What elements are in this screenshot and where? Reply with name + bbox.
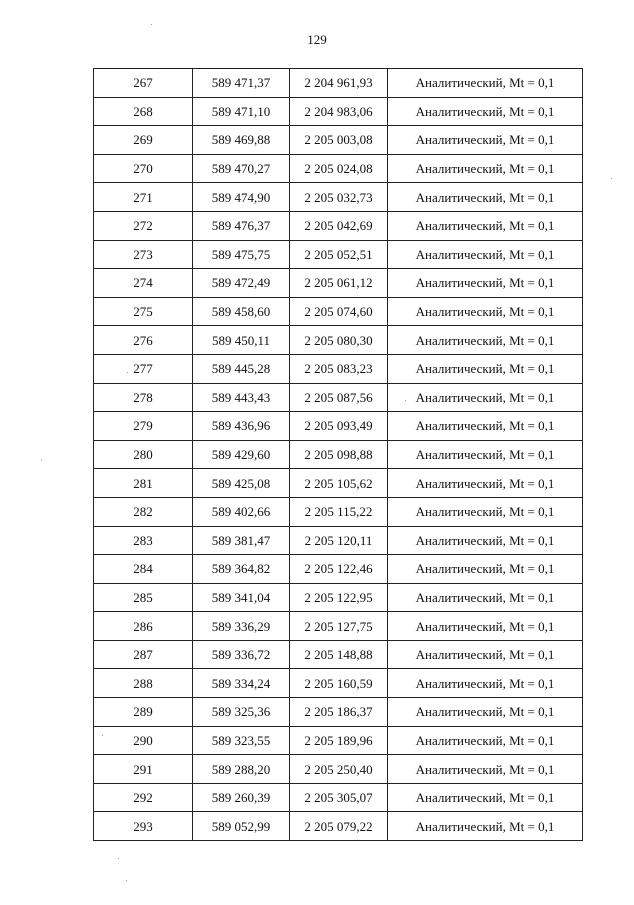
table-row xyxy=(94,783,583,812)
x-coordinate-cell: 589 260,39 xyxy=(193,783,290,812)
coordinates-table-body xyxy=(94,69,583,841)
table-row xyxy=(94,440,583,469)
y-coordinate-cell: 2 205 074,60 xyxy=(290,297,388,326)
point-number-cell: 292 xyxy=(94,783,193,812)
x-coordinate-cell: 589 336,72 xyxy=(193,640,290,669)
y-coordinate-cell: 2 205 042,69 xyxy=(290,211,388,240)
scan-speck xyxy=(611,178,612,179)
x-coordinate-cell: 589 381,47 xyxy=(193,526,290,555)
table-row xyxy=(94,612,583,641)
point-number-cell: 268 xyxy=(94,97,193,126)
table-row xyxy=(94,240,583,269)
y-coordinate-cell: 2 205 087,56 xyxy=(290,383,388,412)
method-cell: Аналитический, Mt = 0,1 xyxy=(388,583,583,612)
point-number-cell: 275 xyxy=(94,297,193,326)
table-row xyxy=(94,211,583,240)
point-number-cell: 270 xyxy=(94,154,193,183)
x-coordinate-cell: 589 436,96 xyxy=(193,412,290,441)
point-number-cell: 289 xyxy=(94,698,193,727)
y-coordinate-cell: 2 205 052,51 xyxy=(290,240,388,269)
table-row xyxy=(94,126,583,155)
y-coordinate-cell: 2 205 250,40 xyxy=(290,755,388,784)
method-cell: Аналитический, Mt = 0,1 xyxy=(388,211,583,240)
point-number-cell: 282 xyxy=(94,497,193,526)
point-number-cell: 272 xyxy=(94,211,193,240)
point-number-cell: 279 xyxy=(94,412,193,441)
method-cell: Аналитический, Mt = 0,1 xyxy=(388,154,583,183)
x-coordinate-cell: 589 474,90 xyxy=(193,183,290,212)
table-row xyxy=(94,154,583,183)
x-coordinate-cell: 589 429,60 xyxy=(193,440,290,469)
x-coordinate-cell: 589 443,43 xyxy=(193,383,290,412)
x-coordinate-cell: 589 425,08 xyxy=(193,469,290,498)
y-coordinate-cell: 2 205 122,95 xyxy=(290,583,388,612)
table-row xyxy=(94,297,583,326)
table-row xyxy=(94,526,583,555)
point-number-cell: 291 xyxy=(94,755,193,784)
point-number-cell: 274 xyxy=(94,269,193,298)
x-coordinate-cell: 589 325,36 xyxy=(193,698,290,727)
y-coordinate-cell: 2 205 083,23 xyxy=(290,354,388,383)
point-number-cell: 288 xyxy=(94,669,193,698)
y-coordinate-cell: 2 205 098,88 xyxy=(290,440,388,469)
table-row xyxy=(94,698,583,727)
method-cell: Аналитический, Mt = 0,1 xyxy=(388,640,583,669)
table-row xyxy=(94,497,583,526)
x-coordinate-cell: 589 476,37 xyxy=(193,211,290,240)
method-cell: Аналитический, Mt = 0,1 xyxy=(388,240,583,269)
table-row xyxy=(94,183,583,212)
y-coordinate-cell: 2 205 189,96 xyxy=(290,726,388,755)
x-coordinate-cell: 589 341,04 xyxy=(193,583,290,612)
table-row xyxy=(94,726,583,755)
scan-speck xyxy=(126,880,127,881)
scan-speck xyxy=(127,372,128,373)
x-coordinate-cell: 589 336,29 xyxy=(193,612,290,641)
y-coordinate-cell: 2 205 080,30 xyxy=(290,326,388,355)
method-cell: Аналитический, Mt = 0,1 xyxy=(388,269,583,298)
table-row xyxy=(94,812,583,841)
x-coordinate-cell: 589 288,20 xyxy=(193,755,290,784)
method-cell: Аналитический, Mt = 0,1 xyxy=(388,69,583,98)
method-cell: Аналитический, Mt = 0,1 xyxy=(388,183,583,212)
point-number-cell: 267 xyxy=(94,69,193,98)
method-cell: Аналитический, Mt = 0,1 xyxy=(388,326,583,355)
method-cell: Аналитический, Mt = 0,1 xyxy=(388,497,583,526)
x-coordinate-cell: 589 472,49 xyxy=(193,269,290,298)
point-number-cell: 280 xyxy=(94,440,193,469)
point-number-cell: 293 xyxy=(94,812,193,841)
y-coordinate-cell: 2 205 032,73 xyxy=(290,183,388,212)
table-row xyxy=(94,755,583,784)
table-row xyxy=(94,269,583,298)
y-coordinate-cell: 2 205 305,07 xyxy=(290,783,388,812)
point-number-cell: 277 xyxy=(94,354,193,383)
y-coordinate-cell: 2 204 961,93 xyxy=(290,69,388,98)
point-number-cell: 281 xyxy=(94,469,193,498)
x-coordinate-cell: 589 445,28 xyxy=(193,354,290,383)
y-coordinate-cell: 2 205 160,59 xyxy=(290,669,388,698)
method-cell: Аналитический, Mt = 0,1 xyxy=(388,97,583,126)
point-number-cell: 286 xyxy=(94,612,193,641)
table-row xyxy=(94,326,583,355)
method-cell: Аналитический, Mt = 0,1 xyxy=(388,812,583,841)
x-coordinate-cell: 589 475,75 xyxy=(193,240,290,269)
y-coordinate-cell: 2 205 186,37 xyxy=(290,698,388,727)
table-row xyxy=(94,69,583,98)
scan-speck xyxy=(41,460,42,461)
method-cell: Аналитический, Mt = 0,1 xyxy=(388,412,583,441)
y-coordinate-cell: 2 205 093,49 xyxy=(290,412,388,441)
method-cell: Аналитический, Mt = 0,1 xyxy=(388,126,583,155)
coordinates-table xyxy=(93,68,583,841)
method-cell: Аналитический, Mt = 0,1 xyxy=(388,526,583,555)
point-number-cell: 276 xyxy=(94,326,193,355)
method-cell: Аналитический, Mt = 0,1 xyxy=(388,555,583,584)
table-row xyxy=(94,97,583,126)
table-row xyxy=(94,412,583,441)
point-number-cell: 285 xyxy=(94,583,193,612)
table-row xyxy=(94,640,583,669)
method-cell: Аналитический, Mt = 0,1 xyxy=(388,783,583,812)
y-coordinate-cell: 2 205 148,88 xyxy=(290,640,388,669)
table-row xyxy=(94,383,583,412)
method-cell: Аналитический, Mt = 0,1 xyxy=(388,698,583,727)
scan-speck xyxy=(405,400,406,401)
x-coordinate-cell: 589 471,37 xyxy=(193,69,290,98)
scan-speck xyxy=(118,858,119,859)
point-number-cell: 287 xyxy=(94,640,193,669)
y-coordinate-cell: 2 205 122,46 xyxy=(290,555,388,584)
point-number-cell: 278 xyxy=(94,383,193,412)
x-coordinate-cell: 589 402,66 xyxy=(193,497,290,526)
table-row xyxy=(94,583,583,612)
x-coordinate-cell: 589 469,88 xyxy=(193,126,290,155)
table-row xyxy=(94,354,583,383)
x-coordinate-cell: 589 471,10 xyxy=(193,97,290,126)
x-coordinate-cell: 589 470,27 xyxy=(193,154,290,183)
point-number-cell: 290 xyxy=(94,726,193,755)
point-number-cell: 283 xyxy=(94,526,193,555)
method-cell: Аналитический, Mt = 0,1 xyxy=(388,755,583,784)
method-cell: Аналитический, Mt = 0,1 xyxy=(388,469,583,498)
table-row xyxy=(94,555,583,584)
scan-speck xyxy=(151,24,152,25)
method-cell: Аналитический, Mt = 0,1 xyxy=(388,440,583,469)
scan-speck xyxy=(102,735,103,736)
method-cell: Аналитический, Mt = 0,1 xyxy=(388,726,583,755)
y-coordinate-cell: 2 205 120,11 xyxy=(290,526,388,555)
x-coordinate-cell: 589 450,11 xyxy=(193,326,290,355)
method-cell: Аналитический, Mt = 0,1 xyxy=(388,669,583,698)
method-cell: Аналитический, Mt = 0,1 xyxy=(388,354,583,383)
x-coordinate-cell: 589 364,82 xyxy=(193,555,290,584)
x-coordinate-cell: 589 458,60 xyxy=(193,297,290,326)
point-number-cell: 273 xyxy=(94,240,193,269)
table-row xyxy=(94,669,583,698)
method-cell: Аналитический, Mt = 0,1 xyxy=(388,297,583,326)
point-number-cell: 284 xyxy=(94,555,193,584)
y-coordinate-cell: 2 205 024,08 xyxy=(290,154,388,183)
y-coordinate-cell: 2 205 003,08 xyxy=(290,126,388,155)
y-coordinate-cell: 2 204 983,06 xyxy=(290,97,388,126)
point-number-cell: 269 xyxy=(94,126,193,155)
y-coordinate-cell: 2 205 061,12 xyxy=(290,269,388,298)
y-coordinate-cell: 2 205 127,75 xyxy=(290,612,388,641)
y-coordinate-cell: 2 205 079,22 xyxy=(290,812,388,841)
x-coordinate-cell: 589 323,55 xyxy=(193,726,290,755)
x-coordinate-cell: 589 052,99 xyxy=(193,812,290,841)
method-cell: Аналитический, Mt = 0,1 xyxy=(388,383,583,412)
y-coordinate-cell: 2 205 105,62 xyxy=(290,469,388,498)
table-row xyxy=(94,469,583,498)
method-cell: Аналитический, Mt = 0,1 xyxy=(388,612,583,641)
y-coordinate-cell: 2 205 115,22 xyxy=(290,497,388,526)
point-number-cell: 271 xyxy=(94,183,193,212)
x-coordinate-cell: 589 334,24 xyxy=(193,669,290,698)
page-number: 129 xyxy=(307,32,327,47)
